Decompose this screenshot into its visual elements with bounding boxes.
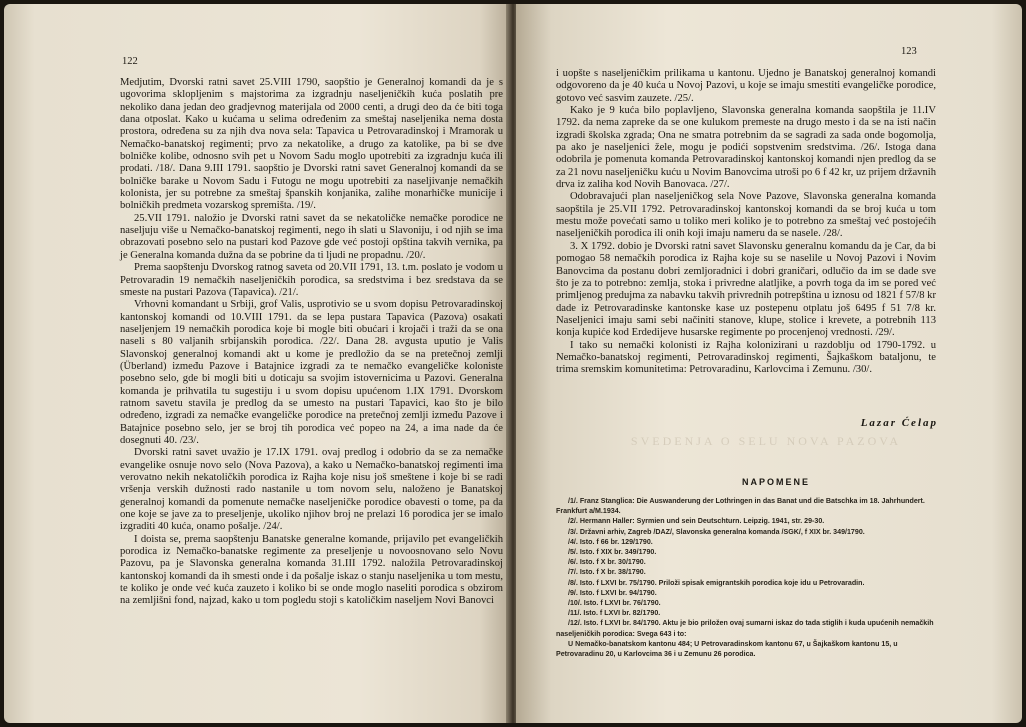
- paragraph: Kako je 9 kuća bilo poplavljeno, Slavonska generalna komanda saopštila je 11.IV 1792. da nema zapreke da se one kulukom premeste na drugo mesto i da se na isti način izgradi školska zgrada; Ona ne smatra potrebnim da se sagradi za sada onde bogomolja, pa ako je naseljenici žele, mogu je podići sopstvenim sredstvima. /26/. Istoga dana odobrila je pomenuta komanda Petrovaradinskoj kantonskoj komandi njen predlog da se za 21 novu naseljeničku kuću u Novim Banovcima utroši po 6 f 42 kr, uz prijem državnih drva iz zaliha kod Novih Banovaca. /27/.: [556, 105, 936, 191]
- footnote: /11/. Isto. f LXVI br. 82/1790.: [568, 609, 661, 618]
- footnote: /12/. Isto. f LXVI br. 84/1790. Aktu je bio priložen ovaj sumarni iskaz do tada stiglih i kuda upućenih nemačkih naseljeničkih porodica: Svega 643 i to:: [556, 619, 934, 638]
- paragraph: 25.VII 1791. naložio je Dvorski ratni savet da se nekatoličke nemačke porodice ne naseljuju više u Nemačko-banatskoj regimenti, nego ih slati u Slavoniju, i od njih se ima obrazovati posebno selo na pustari kod Pazove gde već postoji opština takvih vernika, pa je Generalna komanda dužna da se pobrine da ti ljudi ne propadnu. /20/.: [120, 212, 503, 261]
- show-through-text: SVEDENJA O SELU NOVA PAZOVA: [630, 434, 902, 448]
- right-page: [516, 4, 1022, 723]
- paragraph: Prema saopštenju Dvorskog ratnog saveta od 20.VII 1791, 13. t.m. poslato je vodom u Petrovaradin 19 nemačkih naseljeničkih porodica, sa sredstvima i bez sredstava da se smeste na pustari Pazova (Tapavica). /21/.: [120, 262, 503, 298]
- page-number-right: 123: [901, 46, 917, 57]
- footnote: /1/. Franz Stanglica: Die Auswanderung der Lothringen in das Banat und die Batschka im 18. Jahrhundert. Frankfurt a/M.1934.: [556, 497, 925, 516]
- paragraph: Dvorski ratni savet uvažio je 17.IX 1791. ovaj predlog i odobrio da se za nemačke evangelike osnuje novo selo (Nova Pazova), a kako u Nemačko-banatskoj regimenti ima verovatno nekih nekatoličkih porodica iz Rajha koje nisu još smeštene i koje bi se radi vršenja verskih dužnosti rado nastanile u tom novom selu, naloženo je Banatskoj generalnoj komandi da pomenute nemačke naseljeničke porodice obavesti o tome, pa da one koje se jave za to preseljenje, ukoliko njihov broj ne prelazi 16 porodica jer se imalo izgraditi 40 kuća, onamo pošalje. /24/.: [120, 447, 503, 533]
- paragraph: Vrhovni komandant u Srbiji, grof Valis, usprotivio se u svom dopisu Petrovaradinskoj kantonskoj komandi od 10.VIII 1791. da se lepa pustara Tapavica (Pazova) osakati naseljenjem 19 nemačkih porodica koje bi mogle biti obućari i krojači i traži da se ona naseli s 80 valjanih srbijanskih porodica. /22/. Dana 28. avgusta uputio je Valis Slavonskoj generalnoj komandi akt u kome je predložio da se na pretečnoj zemlji (Überland) između Pazove i Batajnice izgradi za te nemačko evangeličke koloniste posebno selo, gde bi mogli biti u doticaju sa svojim istovernicima u Pazovi. Generalna komanda je prihvatila tu sugestiju i u svom dopisu upućenom 1.IX 1791. Dvorskom ratnom savetu stavila je predlog da se umesto na pustari Tapavici, kao što je bilo određeno, izgradi za nemačke evangeličke porodice na pretečnoj zemlji između Pazove i Batajnice posebno selo, jer se broj tih porodica već popeo na 24, a ima nade da će dosegnuti 40. /23/.: [120, 299, 503, 446]
- footnote: /3/. Državni arhiv, Zagreb /DAZ/, Slavonska generalna komanda /SGK/, f XIX br. 349/1790.: [568, 527, 865, 536]
- left-page: [4, 4, 510, 723]
- author-signature: Lazar Ćelap: [860, 417, 938, 429]
- footnote: /6/. Isto. f X br. 30/1790.: [568, 558, 646, 567]
- paragraph: I doista se, prema saopštenju Banatske generalne komande, prijavilo pet evangeličkih porodica iz Nemačko-banatske regimente za preseljenje u novoosnovano selo Novu Pazovu, pa je Slavonska generalna komanda 31.III 1792. naložila Petrovaradinskoj kantonskoj komandi da ih smesti onde i da pošalje iskaz o stanju naseljenika u tom mestu, te koliko je onde već kuća zauzeto i koliko bi se onde moglo naseliti porodica s obzirom na zemljišni fond, najzad, kako u tom pogledu stoji s katoličkim naseljem Novi Banovci: [120, 533, 503, 607]
- footnote: /9/. Isto. f LXVI br. 94/1790.: [568, 588, 657, 597]
- footnote: /2/. Hermann Haller: Syrmien und sein Deutschturn. Leipzig. 1941, str. 29-30.: [568, 517, 825, 526]
- footnote: /5/. Isto. f XIX br. 349/1790.: [568, 548, 657, 557]
- paragraph: I tako su nemački kolonisti iz Rajha kolonizirani u razdoblju od 1790-1792. u Nemačko-banatskoj regimenti, Petrovaradinskoj regimenti, Šajkaškom bataljonu, te trima sremskim komunitetima: Petrovaradinu, Karlovcima i Zemunu. /30/.: [556, 339, 936, 376]
- footnote: /7/. Isto. f X br. 38/1790.: [568, 568, 646, 577]
- footnote: U Nemačko-banatskom kantonu 484; U Petrovaradinskom kantonu 67, u Šajkaškom kantonu 15, u Petrovaradinu 20, u Karlovcima 36 i u Zemunu 26 porodica.: [556, 639, 898, 659]
- footnote: /4/. Isto. f 66 br. 129/1790.: [568, 537, 653, 546]
- footnotes: [556, 496, 938, 659]
- paragraph: 3. X 1792. dobio je Dvorski ratni savet Slavonsku generalnu komandu da je Car, da bi pomogao 58 nemačkih porodica iz Rajha koje su se naselile u Novoj Pazovi i Novim Banovcima da postanu dobri zemljoradnici i dobri graničari, odlučio da im se dade sve što je za to potrebno: zemlja, stoka i privredne alatljike, a povrh toga da im se pored već primljenog predujma za nabavku takvih privrednih potrepština u iznosu od 1821 f 57/8 kr dade iz Petrovaradinske kantonske kase uz postepenu otplatu još 6495 f 51 7/8 kr. Naseljenici imaju sami sebi načiniti stanove, klupe, stolice i krevete, a potrebnih 113 konja kupiće kod Erdedijeve husarske regimente po procenjenoj vrednosti. /29/.: [556, 240, 936, 339]
- right-page-body: [556, 68, 936, 377]
- left-page-body: [120, 77, 503, 608]
- footnote: /8/. Isto. f LXVI br. 75/1790. Priloži spisak emigrantskih porodica koje idu u Petrovaradin.: [568, 578, 865, 587]
- footnote: /10/. Isto. f LXVI br. 76/1790.: [568, 599, 661, 608]
- notes-heading: NAPOMENE: [741, 477, 810, 487]
- page-number-left: 122: [122, 56, 138, 67]
- paragraph: i uopšte s naseljeničkim prilikama u kantonu. Ujedno je Banatskoj generalnoj komandi odgovoreno da je 40 kuća u Novoj Pazovi, u koje se imaju smestiti evangeličke porodice, gotovo već sasvim zauzete. /25/.: [556, 68, 936, 104]
- paragraph: Medjutim, Dvorski ratni savet 25.VIII 1790, saopštio je Generalnoj komandi da je s ugovorima sklopljenim s majstorima za izgradnju naseljeničkih kuća poslatih pre nekoliko dana jedan deo gradjevnog materijala od 2000 centi, a drugi deo da će biti toga dana otposlat. Kako u kućama u selima određenim za smeštaj naseljenika nema dosta prostora, određena su za njih dva nova sela: Tapavica u Petrovaradinskoj i Mramorak u Nemačko-banatskoj regimenti; prvo za nekatolike, a drugo za katolike, pa bi se dve bolničke kolibe, odnosno svih pet u Novom Sadu moglo upotrebiti za izgradnju kuća ili prodati. /18/. Dana 9.III 1791. saopštio je Dvorski ratni savet Generalnoj komandi da se bolničke barake u Novom Sadu i Futogu ne mogu upotrebiti za naseljivanje nemačkih kolonista, jer su potrebne za smeštaj španskih konjanika, zalihe monarhičke municije i bolničkih predmeta vozarskog spremišta. /19/.: [120, 77, 503, 212]
- paragraph: Odobravajući plan naseljeničkog sela Nove Pazove, Slavonska generalna komanda saopštila je 25.VII 1792. Petrovaradinskoj kantonskoj komandi da se broj kuća u tom mestu može povećati samo u toliko meri koliko je to potrebno za smeštaj već postojećih naseljeničkih porodica ili onih koji imaju nameru da se nasele. /28/.: [556, 191, 936, 240]
